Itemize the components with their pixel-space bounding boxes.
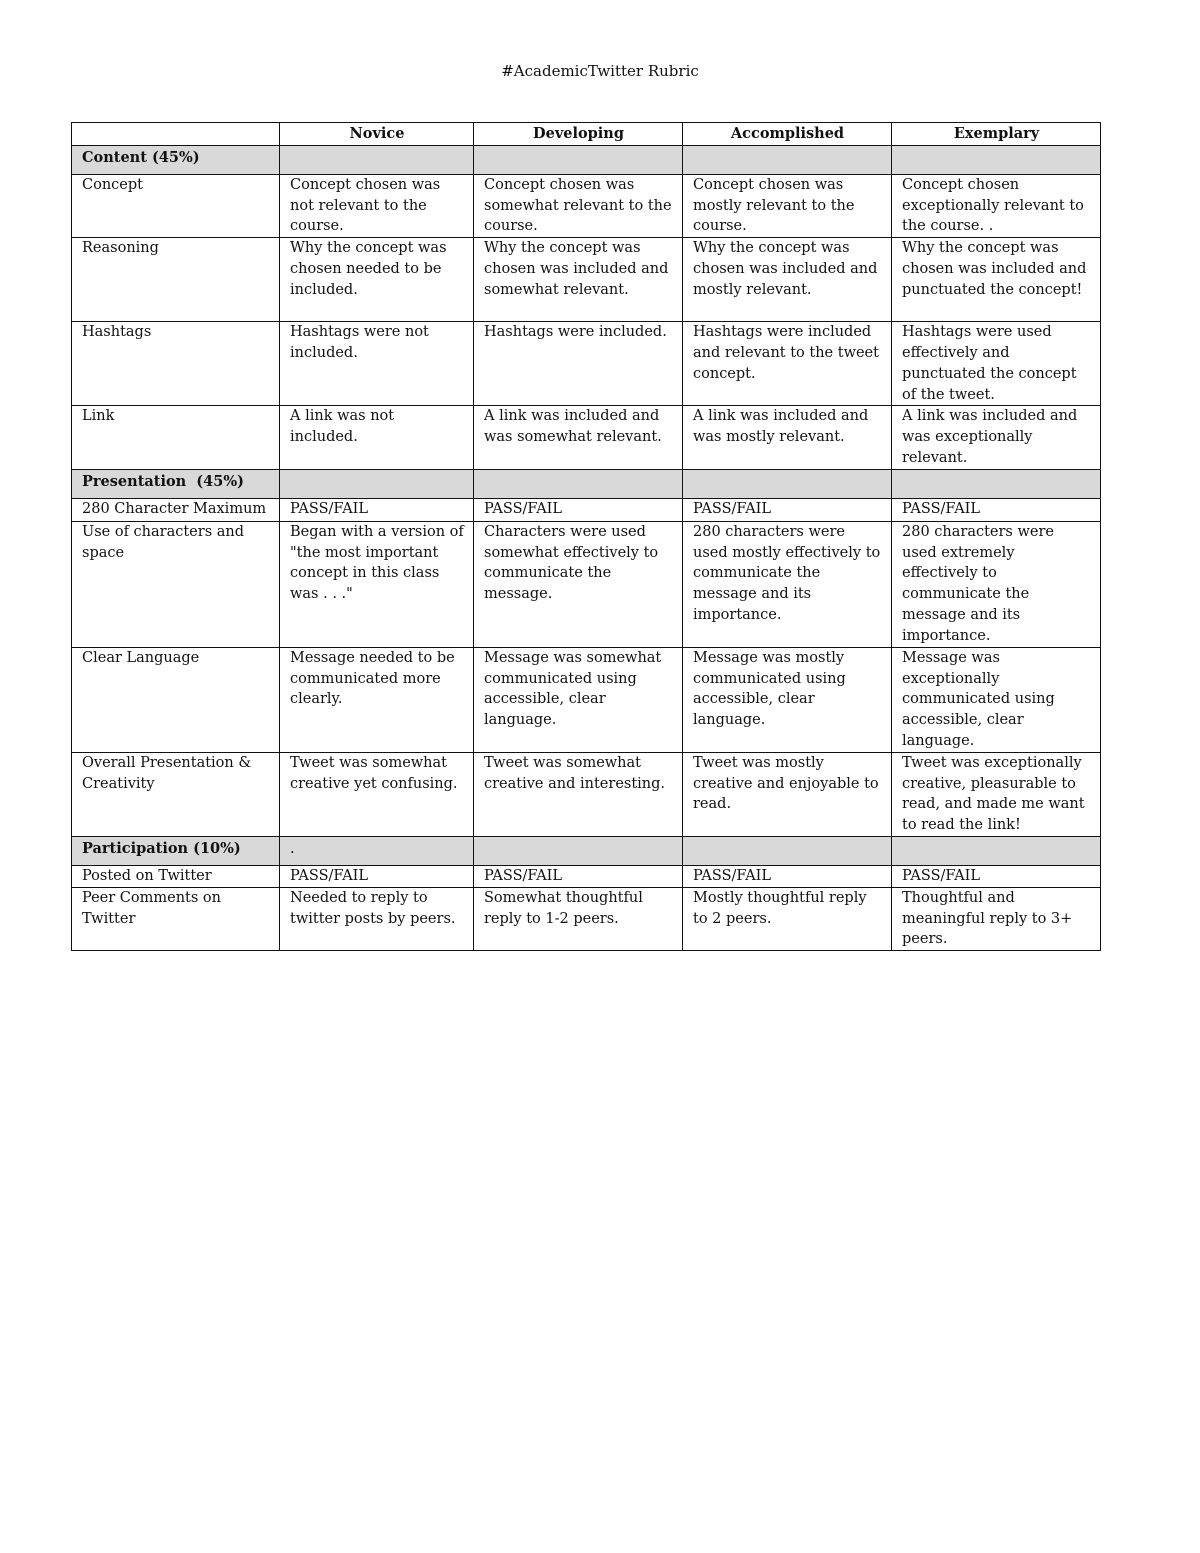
criterion-cell: Link xyxy=(72,406,280,469)
section-cell xyxy=(474,469,683,498)
section-row-content xyxy=(72,145,1101,174)
rubric-cell-exemplary: 280 characters were used extremely effectively to communicate the message and its importance. xyxy=(892,521,1101,647)
rubric-cell-novice: Message needed to be communicated more clearly. xyxy=(280,647,474,752)
criterion-cell: Overall Presentation & Creativity xyxy=(72,752,280,836)
rubric-cell-exemplary: PASS/FAIL xyxy=(892,498,1101,521)
criterion-cell: Hashtags xyxy=(72,322,280,406)
section-cell xyxy=(474,836,683,865)
criterion-cell: 280 Character Maximum xyxy=(72,498,280,521)
table-row xyxy=(72,174,1101,237)
rubric-cell-accomplished: PASS/FAIL xyxy=(683,498,892,521)
rubric-cell-novice: Began with a version of "the most important concept in this class was . . ." xyxy=(280,521,474,647)
rubric-cell-novice: Needed to reply to twitter posts by peers. xyxy=(280,887,474,950)
table-row xyxy=(72,238,1101,322)
rubric-cell-novice: Concept chosen was not relevant to the course. xyxy=(280,174,474,237)
rubric-cell-developing: Why the concept was chosen was included and somewhat relevant. xyxy=(474,238,683,322)
criterion-cell: Concept xyxy=(72,174,280,237)
table-row xyxy=(72,406,1101,469)
rubric-cell-developing: PASS/FAIL xyxy=(474,498,683,521)
criterion-cell: Clear Language xyxy=(72,647,280,752)
rubric-cell-accomplished: Hashtags were included and relevant to the tweet concept. xyxy=(683,322,892,406)
header-row xyxy=(72,123,1101,146)
rubric-cell-novice: PASS/FAIL xyxy=(280,498,474,521)
rubric-cell-accomplished: Mostly thoughtful reply to 2 peers. xyxy=(683,887,892,950)
section-cell xyxy=(474,145,683,174)
criterion-cell: Reasoning xyxy=(72,238,280,322)
criterion-cell: Peer Comments on Twitter xyxy=(72,887,280,950)
rubric-cell-exemplary: PASS/FAIL xyxy=(892,865,1101,887)
rubric-cell-exemplary: A link was included and was exceptionally relevant. xyxy=(892,406,1101,469)
rubric-cell-exemplary: Why the concept was chosen was included and punctuated the concept! xyxy=(892,238,1101,322)
table-row xyxy=(72,322,1101,406)
rubric-cell-developing: Concept chosen was somewhat relevant to the course. xyxy=(474,174,683,237)
section-row-presentation xyxy=(72,469,1101,498)
criterion-cell: Posted on Twitter xyxy=(72,865,280,887)
rubric-cell-accomplished: A link was included and was mostly relevant. xyxy=(683,406,892,469)
section-label: Content (45%) xyxy=(72,145,280,174)
rubric-cell-developing: A link was included and was somewhat relevant. xyxy=(474,406,683,469)
rubric-cell-exemplary: Hashtags were used effectively and punctuated the concept of the tweet. xyxy=(892,322,1101,406)
rubric-cell-developing: PASS/FAIL xyxy=(474,865,683,887)
header-developing: Developing xyxy=(474,123,683,146)
rubric-cell-accomplished: Message was mostly communicated using accessible, clear language. xyxy=(683,647,892,752)
rubric-cell-accomplished: Why the concept was chosen was included and mostly relevant. xyxy=(683,238,892,322)
table-row xyxy=(72,752,1101,836)
rubric-cell-developing: Characters were used somewhat effectively to communicate the message. xyxy=(474,521,683,647)
header-exemplary: Exemplary xyxy=(892,123,1101,146)
section-cell xyxy=(683,145,892,174)
rubric-cell-accomplished: PASS/FAIL xyxy=(683,865,892,887)
rubric-cell-exemplary: Thoughtful and meaningful reply to 3+ peers. xyxy=(892,887,1101,950)
rubric-cell-exemplary: Concept chosen exceptionally relevant to the course. . xyxy=(892,174,1101,237)
section-cell xyxy=(683,836,892,865)
page-title: #AcademicTwitter Rubric xyxy=(501,62,699,80)
table-row xyxy=(72,865,1101,887)
section-cell xyxy=(892,836,1101,865)
section-marker: . xyxy=(280,836,474,865)
rubric-cell-novice: PASS/FAIL xyxy=(280,865,474,887)
section-cell xyxy=(892,469,1101,498)
rubric-cell-developing: Hashtags were included. xyxy=(474,322,683,406)
rubric-cell-exemplary: Message was exceptionally communicated using accessible, clear language. xyxy=(892,647,1101,752)
rubric-cell-developing: Somewhat thoughtful reply to 1-2 peers. xyxy=(474,887,683,950)
table-row xyxy=(72,498,1101,521)
rubric-cell-developing: Tweet was somewhat creative and interesting. xyxy=(474,752,683,836)
header-novice: Novice xyxy=(280,123,474,146)
table-row xyxy=(72,887,1101,950)
rubric-cell-novice: A link was not included. xyxy=(280,406,474,469)
section-cell xyxy=(280,145,474,174)
rubric-cell-novice: Why the concept was chosen needed to be included. xyxy=(280,238,474,322)
table-row xyxy=(72,647,1101,752)
section-label: Participation (10%) xyxy=(72,836,280,865)
rubric-cell-novice: Tweet was somewhat creative yet confusing. xyxy=(280,752,474,836)
header-accomplished: Accomplished xyxy=(683,123,892,146)
rubric-cell-developing: Message was somewhat communicated using accessible, clear language. xyxy=(474,647,683,752)
rubric-table xyxy=(71,122,1101,951)
criterion-cell: Use of characters and space xyxy=(72,521,280,647)
header-criterion xyxy=(72,123,280,146)
section-row-participation xyxy=(72,836,1101,865)
table-row xyxy=(72,521,1101,647)
rubric-cell-accomplished: Concept chosen was mostly relevant to the course. xyxy=(683,174,892,237)
rubric-cell-accomplished: 280 characters were used mostly effectively to communicate the message and its importance. xyxy=(683,521,892,647)
rubric-cell-accomplished: Tweet was mostly creative and enjoyable to read. xyxy=(683,752,892,836)
section-cell xyxy=(892,145,1101,174)
rubric-cell-exemplary: Tweet was exceptionally creative, pleasurable to read, and made me want to read the link! xyxy=(892,752,1101,836)
rubric-cell-novice: Hashtags were not included. xyxy=(280,322,474,406)
section-cell xyxy=(683,469,892,498)
section-cell xyxy=(280,469,474,498)
section-label: Presentation (45%) xyxy=(72,469,280,498)
